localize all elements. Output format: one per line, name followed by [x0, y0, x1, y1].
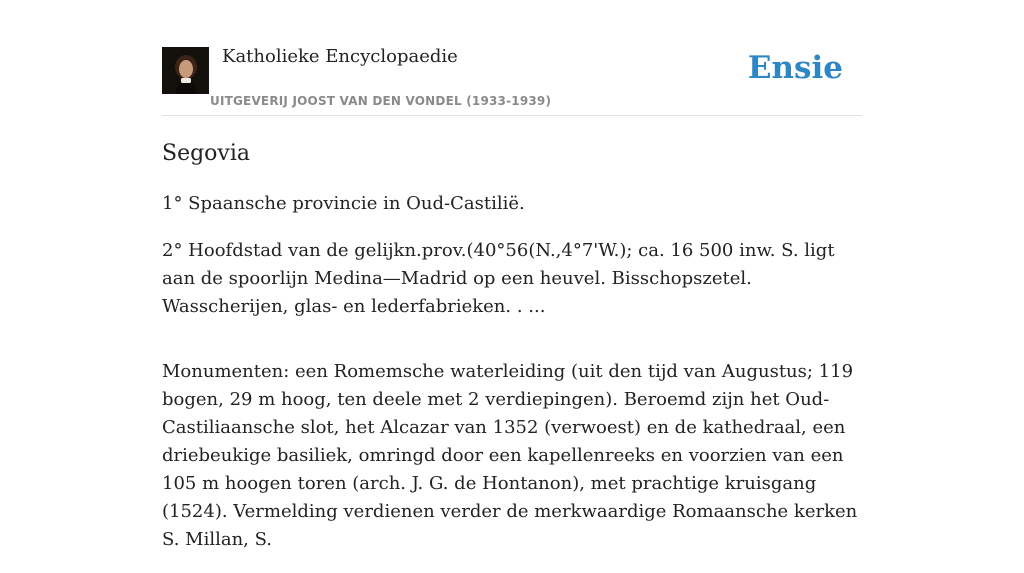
- brand-logo[interactable]: Ensie: [747, 50, 843, 86]
- publisher-label: UITGEVERIJ JOOST VAN DEN VONDEL (1933-1939): [210, 94, 552, 108]
- article-paragraph-3: Monumenten: een Romemsche waterleiding (uit den tijd van Augustus; 119 bogen, 29 m hoog, ten deele met 2 verdiepingen). Beroemd zijn het Oud-Castiliaansche slot, het Alcazar van 1352 (verwoest) en de kathedraal, een driebeukige basiliek, omringd door een kapellenreeks en voorzien van een 105 m hoogen toren (arch. J. G. de Hontanon), met prachtige kruisgang (1524). Vermelding verdienen verder de merkwaardige Romaansche kerken S. Millan, S.: [162, 361, 858, 550]
- source-header: [162, 45, 862, 116]
- article-paragraph-1: 1° Spaansche provincie in Oud-Castilië.: [162, 193, 525, 214]
- portrait-avatar-icon: [162, 47, 209, 94]
- source-avatar[interactable]: [162, 47, 209, 94]
- article-title: Segovia: [162, 141, 250, 166]
- article-paragraph-2: 2° Hoofdstad van de gelijkn.prov.(40°56(N.,4°7'W.); ca. 16 500 inw. S. ligt aan de spoorlijn Medina—Madrid op een heuvel. Bisschopszetel. Wasscherijen, glas- en lederfabrieken. . ...: [162, 240, 835, 317]
- article: [162, 138, 864, 573]
- source-title[interactable]: Katholieke Encyclopaedie: [222, 46, 458, 67]
